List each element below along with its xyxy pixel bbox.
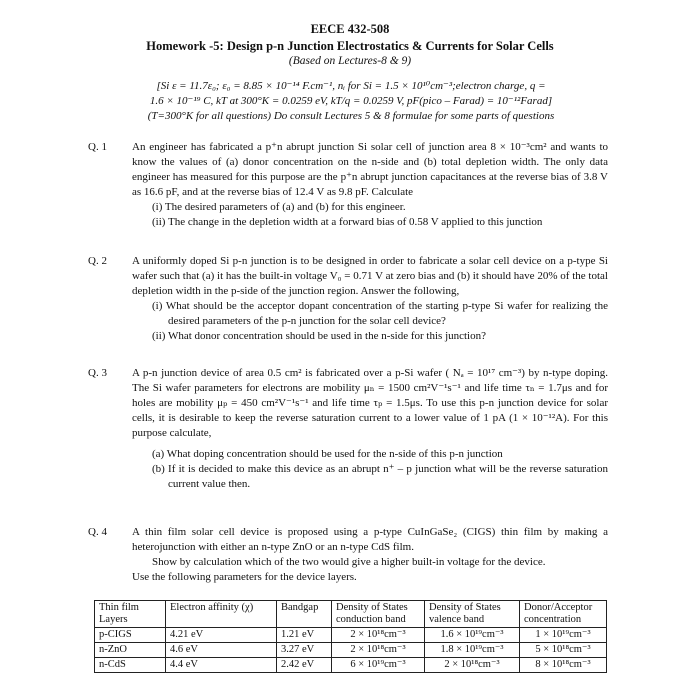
table-header-cell: Thin film Layers [95, 601, 166, 628]
course-code: EECE 432-508 [310, 22, 390, 36]
question-number: Q. 3 [88, 367, 107, 379]
table-header-cell: Donor/Acceptor concentration [520, 601, 607, 628]
question-1 [88, 140, 608, 230]
table-cell: 4.4 eV [166, 658, 277, 673]
question-item: (b) If it is decided to make this device as an abrupt n⁺ – p junction what will be the reverse saturation current value then. [152, 463, 608, 490]
question-text: A thin film solar cell device is proposed using a p-type CuInGaSe₂ (CIGS) thin film by making a heterojunction with either an n-type ZnO or an n-type CdS film. [132, 526, 608, 553]
table-cell: n-CdS [95, 658, 166, 673]
question-number: Q. 2 [88, 255, 107, 267]
table-row [95, 658, 607, 673]
question-item: (a) What doping concentration should be used for the n-side of this p-n junction [152, 448, 503, 460]
table-cell: 2.42 eV [277, 658, 332, 673]
question-item: (i) The desired parameters of (a) and (b) for this engineer. [152, 201, 406, 213]
question-text: A p-n junction device of area 0.5 cm² is fabricated over a p-Si wafer ( Nₐ = 10¹⁷ cm⁻³) by n-type doping. The Si wafer parameters for electrons are mobility μₙ = 1500 cm²V⁻¹s⁻¹ and life time τₙ = 1.7μs and for holes are mobility μₚ = 450 cm²V⁻¹s⁻¹ and life time τₚ = 1.5μs. To use this p-n junction device for solar cells, it is desirable to keep the reverse saturation current to a lower value of 1 pA (1 × 10⁻¹²A). For this purpose calculate, [132, 367, 608, 439]
homework-title: Homework -5: Design p-n Junction Electrostatics & Currents for Solar Cells [146, 39, 554, 53]
question-4 [88, 525, 608, 585]
table-cell: 1.21 eV [277, 628, 332, 643]
table-cell: p-CIGS [95, 628, 166, 643]
question-2 [88, 254, 608, 344]
table-cell: 2 × 10¹⁸cm⁻³ [425, 658, 520, 673]
question-item: (ii) The change in the depletion width at a forward bias of 0.58 V applied to this junction [152, 216, 543, 228]
table-header-cell: Density of States conduction band [332, 601, 425, 628]
table-header-cell: Density of States valence band [425, 601, 520, 628]
table-cell: 8 × 10¹⁸cm⁻³ [520, 658, 607, 673]
parameters-table [94, 600, 607, 673]
table-row [95, 643, 607, 658]
question-text: An engineer has fabricated a p⁺n abrupt junction Si solar cell of junction area 8 × 10⁻³cm² and wants to know the values of (a) donor concentration on the n-side and (b) total depletion width. The only data engineer has measured for this purpose are the p⁺n abrupt junction capacitances at the reverse bias of 3.8 V as 16.6 pF, and at the reverse bias of 12.4 V as 9.8 pF. Calculate [132, 141, 608, 198]
table-cell: 1 × 10¹⁹cm⁻³ [520, 628, 607, 643]
table-cell: 5 × 10¹⁸cm⁻³ [520, 643, 607, 658]
table-header-cell: Electron affinity (χ) [166, 601, 277, 628]
table-cell: 1.6 × 10¹⁹cm⁻³ [425, 628, 520, 643]
table-cell: 4.21 eV [166, 628, 277, 643]
table-cell: 3.27 eV [277, 643, 332, 658]
question-3 [88, 366, 608, 492]
table-cell: 2 × 10¹⁸cm⁻³ [332, 643, 425, 658]
constants-line-2: 1.6 × 10⁻¹⁹ C, kT at 300°K = 0.0259 eV, kT/q = 0.0259 V, pF(pico – Farad) = 10⁻¹²Farad] [149, 95, 553, 107]
question-number: Q. 4 [88, 526, 107, 538]
table-cell: 4.6 eV [166, 643, 277, 658]
question-text: A uniformly doped Si p-n junction is to be designed in order to fabricate a solar cell device on a p-type Si wafer such that (a) it has the built-in voltage V₀ = 0.71 V at zero bias and (b) it should have 20% of the total depletion width in the p-side of the junction region. Answer the following, [132, 255, 608, 297]
question-text-3: Use the following parameters for the device layers. [132, 571, 357, 583]
constants-line-1: [Si ε = 11.7ε₀; ε₀ = 8.85 × 10⁻¹⁴ F.cm⁻¹, nᵢ for Si = 1.5 × 10¹⁰cm⁻³;electron charge, q = [156, 80, 546, 92]
based-on-note: (Based on Lectures-8 & 9) [288, 55, 412, 67]
question-number: Q. 1 [88, 141, 107, 153]
table-cell: 2 × 10¹⁸cm⁻³ [332, 628, 425, 643]
table-header-row [95, 601, 607, 628]
table-cell: 6 × 10¹⁹cm⁻³ [332, 658, 425, 673]
question-text-2: Show by calculation which of the two would give a higher built-in voltage for the device. [152, 556, 546, 568]
constants-line-3: (T=300°K for all questions) Do consult Lectures 5 & 8 formulae for some parts of questions [147, 110, 555, 122]
question-item: (i) What should be the acceptor dopant concentration of the starting p-type Si wafer for realizing the desired parameters of the p-n junction for the solar cell device? [152, 300, 608, 327]
table-cell: 1.8 × 10¹⁹cm⁻³ [425, 643, 520, 658]
question-item: (ii) What donor concentration should be used in the n-side for this junction? [152, 330, 486, 342]
table-row [95, 628, 607, 643]
table-header-cell: Bandgap [277, 601, 332, 628]
constants-block [96, 79, 606, 124]
table-cell: n-ZnO [95, 643, 166, 658]
